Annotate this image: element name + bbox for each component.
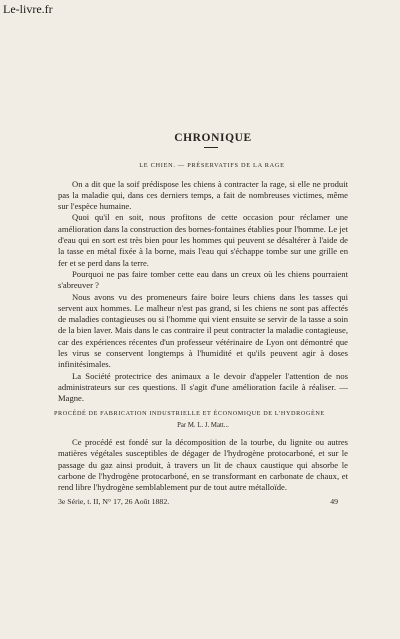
chronicle-paragraph-5: La Société protectrice des animaux a le devoir d'appeler l'attention de nos administrateurs sur ces questions. Il s'agit d'une amélioration facile à réaliser. — Magne.	[58, 370, 348, 404]
chronicle-paragraph-1: On a dit que la soif prédispose les chiens à contracter la rage, si elle ne produit pas la maladie qui, dans ces derniers temps, a fait de nombreuses victimes, même sur l'espèce humaine.	[58, 178, 348, 212]
chronicle-paragraph-4: Nous avons vu des promeneurs faire boire leurs chiens dans les tasses qui servent aux hommes. Le malheur n'est pas grand, si les chiens ne sont pas affectés de maladies contagieuses ou si l'homme qui vient ensuite se servir de la tasse a soin de la bien laver. Mais dans le cas contraire il peut contracter la maladie contagieuse, car des expériences récentes d'un professeur vétérinaire de Lyon ont démontré que les virus se conservent longtemps à l'humidité et qu'ils peuvent agir à doses infinitésimales.	[58, 291, 348, 370]
article-heading: PROCÉDÉ DE FABRICATION INDUSTRIELLE ET ÉCONOMIQUE DE L'HYDROGÈNE	[54, 409, 325, 417]
page-footer	[58, 496, 348, 507]
title-divider	[204, 147, 218, 148]
site-label: Le-livre.fr	[3, 2, 53, 16]
article-paragraph: Ce procédé est fondé sur la décomposition de la tourbe, du lignite ou autres matières végétales susceptibles de dégager de l'hydrogène protocarboné, et sur le passage du gaz ainsi produit, à travers un lit de chaux caustique qui absorbe le carbone de l'hydrogène protocarboné, en se transformant en carbonate de chaux, et rend libre l'hydrogène semblablement pur de tout autre métalloïde.	[58, 437, 348, 493]
chronicle-title: CHRONIQUE	[174, 132, 252, 144]
page-number: 49	[330, 496, 338, 506]
chronicle-paragraph-2: Quoi qu'il en soit, nous profitons de cette occasion pour réclamer une amélioration dans la construction des bornes-fontaines établies pour l'homme. Le jet d'eau qui en sort est très bien pour les hommes qui peuvent se désaltérer à l'aide de la tasse en métal fixée à la borne, mais l'eau qui s'échappe tombe sur une grille en fer et se perd dans la terre.	[58, 212, 348, 268]
page-content	[54, 132, 348, 507]
article-author: Par M. L. J. Matt...	[177, 421, 229, 429]
section-heading: LE CHIEN. — PRÉSERVATIFS DE LA RAGE	[139, 162, 285, 170]
series-info: 3e Série, t. II, N° 17, 26 Août 1882.	[58, 496, 170, 506]
chronicle-paragraph-3: Pourquoi ne pas faire tomber cette eau dans un creux où les chiens pourraient s'abreuver ?	[58, 268, 348, 291]
